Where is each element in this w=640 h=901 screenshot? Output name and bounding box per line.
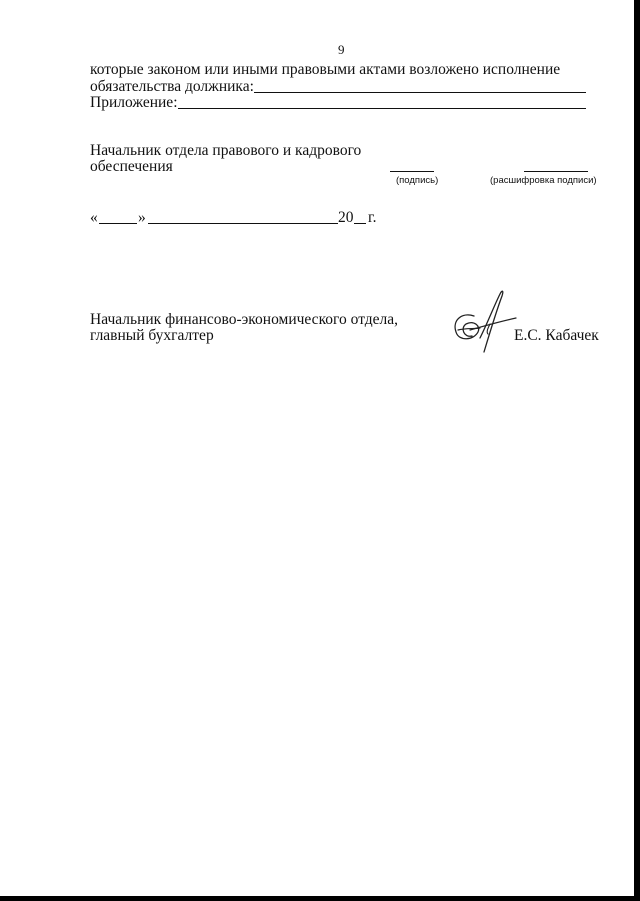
handwritten-signature [444,288,524,354]
page-number: 9 [338,42,345,57]
scan-border-bottom [0,896,640,901]
footer-signatory-name: Е.С. Кабачек [514,327,599,344]
date-year-suffix: г. [368,209,377,226]
body-text-line-1: которые законом или иными правовыми актами возложено исполнение [90,61,561,78]
attachment-label: Приложение: [90,94,178,111]
signature-fill-line [390,171,434,172]
obligation-fill-line [254,92,586,93]
signature-caption: (подпись) [396,175,439,186]
date-day-line [99,223,137,224]
attachment-fill-line [178,108,586,109]
scan-border-right [634,0,640,901]
signatory-title-line-1: Начальник отдела правового и кадрового [90,142,362,159]
footer-title-line-1: Начальник финансово-экономического отдела, [90,311,399,328]
decoding-caption: (расшифровка подписи) [490,175,597,186]
signatory-title-line-2: обеспечения [90,158,173,175]
decoding-fill-line [524,171,588,172]
date-year-line [354,223,366,224]
date-year-prefix: 20 [338,209,354,226]
obligation-label: обязательства должника: [90,78,254,95]
date-open-quote: « [90,209,98,226]
date-month-line [148,223,338,224]
footer-title-line-2: главный бухгалтер [90,327,214,344]
date-close-quote: » [138,209,146,226]
